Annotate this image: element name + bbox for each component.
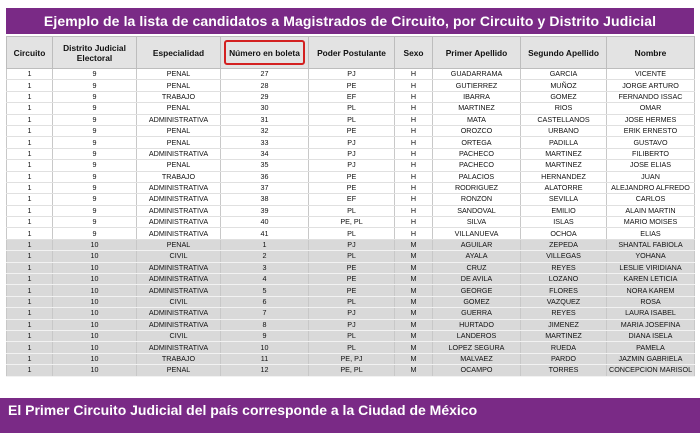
title-banner: [6, 8, 694, 34]
cell-segundo-apellido: URBANO: [521, 125, 607, 136]
cell-sexo: M: [395, 285, 433, 296]
table-row: [7, 69, 695, 80]
cell-nombre: VICENTE: [607, 69, 695, 80]
cell-distrito: 9: [53, 160, 137, 171]
cell-segundo-apellido: GOMEZ: [521, 91, 607, 102]
cell-segundo-apellido: ALATORRE: [521, 182, 607, 193]
cell-primer-apellido: MATA: [433, 114, 521, 125]
cell-poder-postulante: PL: [309, 103, 395, 114]
cell-distrito: 9: [53, 69, 137, 80]
cell-nombre: ERIK ERNESTO: [607, 125, 695, 136]
table-row: [7, 171, 695, 182]
cell-sexo: H: [395, 125, 433, 136]
cell-poder-postulante: PE: [309, 262, 395, 273]
cell-circuito: 1: [7, 160, 53, 171]
cell-primer-apellido: GUTIERREZ: [433, 80, 521, 91]
table-row: [7, 205, 695, 216]
cell-primer-apellido: MARTINEZ: [433, 103, 521, 114]
cell-circuito: 1: [7, 80, 53, 91]
cell-sexo: H: [395, 182, 433, 193]
cell-segundo-apellido: TORRES: [521, 365, 607, 376]
table-row: [7, 217, 695, 228]
cell-primer-apellido: GUERRA: [433, 308, 521, 319]
cell-poder-postulante: PJ: [309, 308, 395, 319]
cell-poder-postulante: PL: [309, 251, 395, 262]
table-row: [7, 228, 695, 239]
cell-distrito: 9: [53, 205, 137, 216]
cell-especialidad: CIVIL: [137, 296, 221, 307]
cell-poder-postulante: PE, PJ: [309, 353, 395, 364]
cell-sexo: H: [395, 217, 433, 228]
cell-nombre: SHANTAL FABIOLA: [607, 239, 695, 250]
cell-circuito: 1: [7, 296, 53, 307]
cell-distrito: 9: [53, 194, 137, 205]
cell-nombre: YOHANA: [607, 251, 695, 262]
cell-segundo-apellido: MARTINEZ: [521, 148, 607, 159]
cell-segundo-apellido: SEVILLA: [521, 194, 607, 205]
cell-sexo: H: [395, 205, 433, 216]
cell-distrito: 10: [53, 342, 137, 353]
cell-distrito: 10: [53, 285, 137, 296]
cell-numero-boleta: 30: [221, 103, 309, 114]
cell-circuito: 1: [7, 262, 53, 273]
cell-nombre: JOSE ELIAS: [607, 160, 695, 171]
candidates-table-container: [6, 36, 694, 377]
cell-nombre: JUAN: [607, 171, 695, 182]
cell-segundo-apellido: ISLAS: [521, 217, 607, 228]
cell-nombre: FILIBERTO: [607, 148, 695, 159]
table-row: [7, 365, 695, 376]
cell-numero-boleta: 5: [221, 285, 309, 296]
cell-segundo-apellido: HERNANDEZ: [521, 171, 607, 182]
cell-distrito: 9: [53, 80, 137, 91]
cell-sexo: M: [395, 353, 433, 364]
cell-sexo: M: [395, 330, 433, 341]
footer-banner: [0, 398, 700, 433]
column-header-numero-boleta-label: Número en boleta: [229, 47, 300, 58]
cell-nombre: GUSTAVO: [607, 137, 695, 148]
cell-numero-boleta: 32: [221, 125, 309, 136]
cell-circuito: 1: [7, 274, 53, 285]
cell-distrito: 10: [53, 365, 137, 376]
cell-poder-postulante: PJ: [309, 160, 395, 171]
cell-nombre: DIANA ISELA: [607, 330, 695, 341]
cell-circuito: 1: [7, 103, 53, 114]
cell-sexo: H: [395, 69, 433, 80]
table-row: [7, 148, 695, 159]
cell-distrito: 9: [53, 125, 137, 136]
cell-sexo: H: [395, 137, 433, 148]
cell-especialidad: ADMINISTRATIVA: [137, 194, 221, 205]
cell-especialidad: ADMINISTRATIVA: [137, 217, 221, 228]
cell-poder-postulante: PJ: [309, 148, 395, 159]
cell-primer-apellido: RODRIGUEZ: [433, 182, 521, 193]
table-row: [7, 137, 695, 148]
cell-circuito: 1: [7, 182, 53, 193]
cell-especialidad: ADMINISTRATIVA: [137, 182, 221, 193]
cell-especialidad: ADMINISTRATIVA: [137, 262, 221, 273]
cell-numero-boleta: 12: [221, 365, 309, 376]
cell-nombre: FERNANDO ISSAC: [607, 91, 695, 102]
cell-sexo: M: [395, 365, 433, 376]
highlight-box: [224, 40, 305, 65]
cell-especialidad: ADMINISTRATIVA: [137, 285, 221, 296]
cell-segundo-apellido: ZEPEDA: [521, 239, 607, 250]
cell-segundo-apellido: RIOS: [521, 103, 607, 114]
cell-sexo: H: [395, 91, 433, 102]
cell-nombre: ALAIN MARTIN: [607, 205, 695, 216]
cell-numero-boleta: 9: [221, 330, 309, 341]
cell-numero-boleta: 10: [221, 342, 309, 353]
candidates-table: [6, 36, 695, 377]
page-title: Ejemplo de la lista de candidatos a Magistrados de Circuito, por Circuito y Distrito Judicial: [43, 13, 657, 29]
table-row: [7, 194, 695, 205]
cell-numero-boleta: 38: [221, 194, 309, 205]
cell-especialidad: ADMINISTRATIVA: [137, 205, 221, 216]
table-row: [7, 330, 695, 341]
cell-circuito: 1: [7, 114, 53, 125]
cell-sexo: M: [395, 296, 433, 307]
cell-poder-postulante: PE: [309, 182, 395, 193]
cell-circuito: 1: [7, 205, 53, 216]
cell-especialidad: PENAL: [137, 365, 221, 376]
cell-especialidad: ADMINISTRATIVA: [137, 228, 221, 239]
cell-nombre: NORA KAREM: [607, 285, 695, 296]
cell-segundo-apellido: MUÑOZ: [521, 80, 607, 91]
table-row: [7, 182, 695, 193]
table-row: [7, 160, 695, 171]
cell-nombre: ELIAS: [607, 228, 695, 239]
cell-nombre: OMAR: [607, 103, 695, 114]
cell-primer-apellido: GUADARRAMA: [433, 69, 521, 80]
cell-sexo: H: [395, 171, 433, 182]
cell-nombre: MARIA JOSEFINA: [607, 319, 695, 330]
cell-especialidad: ADMINISTRATIVA: [137, 274, 221, 285]
cell-segundo-apellido: JIMENEZ: [521, 319, 607, 330]
table-row: [7, 239, 695, 250]
cell-numero-boleta: 39: [221, 205, 309, 216]
cell-circuito: 1: [7, 91, 53, 102]
cell-circuito: 1: [7, 148, 53, 159]
cell-primer-apellido: HURTADO: [433, 319, 521, 330]
cell-distrito: 10: [53, 308, 137, 319]
cell-nombre: KAREN LETICIA: [607, 274, 695, 285]
cell-especialidad: CIVIL: [137, 330, 221, 341]
cell-primer-apellido: GOMEZ: [433, 296, 521, 307]
cell-sexo: H: [395, 103, 433, 114]
cell-distrito: 10: [53, 262, 137, 273]
cell-distrito: 10: [53, 274, 137, 285]
table-row: [7, 274, 695, 285]
cell-poder-postulante: PJ: [309, 319, 395, 330]
cell-especialidad: PENAL: [137, 69, 221, 80]
cell-poder-postulante: PJ: [309, 137, 395, 148]
cell-circuito: 1: [7, 308, 53, 319]
column-header-sexo: Sexo: [395, 37, 433, 69]
cell-circuito: 1: [7, 319, 53, 330]
cell-especialidad: CIVIL: [137, 251, 221, 262]
table-row: [7, 125, 695, 136]
cell-numero-boleta: 29: [221, 91, 309, 102]
cell-especialidad: ADMINISTRATIVA: [137, 342, 221, 353]
cell-poder-postulante: PJ: [309, 239, 395, 250]
cell-numero-boleta: 34: [221, 148, 309, 159]
cell-especialidad: PENAL: [137, 160, 221, 171]
cell-primer-apellido: MALVAEZ: [433, 353, 521, 364]
cell-primer-apellido: VILLANUEVA: [433, 228, 521, 239]
cell-poder-postulante: PE: [309, 274, 395, 285]
cell-segundo-apellido: GARCIA: [521, 69, 607, 80]
cell-primer-apellido: OCAMPO: [433, 365, 521, 376]
cell-primer-apellido: DE AVILA: [433, 274, 521, 285]
cell-sexo: H: [395, 160, 433, 171]
cell-nombre: JOSE HERMES: [607, 114, 695, 125]
cell-segundo-apellido: EMILIO: [521, 205, 607, 216]
cell-circuito: 1: [7, 365, 53, 376]
cell-especialidad: TRABAJO: [137, 171, 221, 182]
cell-numero-boleta: 31: [221, 114, 309, 125]
table-body: [7, 69, 695, 377]
cell-distrito: 9: [53, 91, 137, 102]
cell-numero-boleta: 28: [221, 80, 309, 91]
cell-segundo-apellido: LOZANO: [521, 274, 607, 285]
cell-circuito: 1: [7, 342, 53, 353]
cell-circuito: 1: [7, 330, 53, 341]
cell-nombre: LAURA ISABEL: [607, 308, 695, 319]
cell-poder-postulante: PE: [309, 285, 395, 296]
cell-segundo-apellido: FLORES: [521, 285, 607, 296]
cell-sexo: H: [395, 114, 433, 125]
cell-circuito: 1: [7, 69, 53, 80]
cell-numero-boleta: 40: [221, 217, 309, 228]
table-row: [7, 296, 695, 307]
cell-segundo-apellido: RUEDA: [521, 342, 607, 353]
cell-distrito: 9: [53, 148, 137, 159]
cell-distrito: 9: [53, 114, 137, 125]
cell-primer-apellido: LANDEROS: [433, 330, 521, 341]
cell-poder-postulante: PE, PL: [309, 365, 395, 376]
cell-poder-postulante: PE: [309, 80, 395, 91]
cell-distrito: 10: [53, 319, 137, 330]
cell-distrito: 9: [53, 171, 137, 182]
cell-segundo-apellido: MARTINEZ: [521, 330, 607, 341]
cell-sexo: M: [395, 308, 433, 319]
column-header-segundo-apellido: Segundo Apellido: [521, 37, 607, 69]
cell-sexo: H: [395, 80, 433, 91]
cell-nombre: CONCEPCION MARISOL: [607, 365, 695, 376]
cell-primer-apellido: AGUILAR: [433, 239, 521, 250]
cell-sexo: M: [395, 319, 433, 330]
cell-especialidad: TRABAJO: [137, 353, 221, 364]
cell-sexo: M: [395, 342, 433, 353]
cell-numero-boleta: 1: [221, 239, 309, 250]
cell-especialidad: PENAL: [137, 103, 221, 114]
cell-primer-apellido: IBARRA: [433, 91, 521, 102]
cell-poder-postulante: PE, PL: [309, 217, 395, 228]
table-row: [7, 353, 695, 364]
cell-poder-postulante: PL: [309, 342, 395, 353]
cell-nombre: JAZMIN GABRIELA: [607, 353, 695, 364]
cell-distrito: 9: [53, 137, 137, 148]
cell-sexo: H: [395, 228, 433, 239]
cell-especialidad: ADMINISTRATIVA: [137, 114, 221, 125]
cell-sexo: M: [395, 239, 433, 250]
cell-numero-boleta: 41: [221, 228, 309, 239]
cell-poder-postulante: PJ: [309, 69, 395, 80]
column-header-especialidad: Especialidad: [137, 37, 221, 69]
cell-primer-apellido: CRUZ: [433, 262, 521, 273]
cell-distrito: 9: [53, 228, 137, 239]
cell-especialidad: ADMINISTRATIVA: [137, 308, 221, 319]
cell-numero-boleta: 7: [221, 308, 309, 319]
cell-sexo: M: [395, 274, 433, 285]
cell-distrito: 9: [53, 182, 137, 193]
cell-poder-postulante: EF: [309, 91, 395, 102]
cell-especialidad: ADMINISTRATIVA: [137, 319, 221, 330]
cell-distrito: 9: [53, 217, 137, 228]
cell-numero-boleta: 11: [221, 353, 309, 364]
table-row: [7, 251, 695, 262]
cell-primer-apellido: GEORGE: [433, 285, 521, 296]
column-header-nombre: Nombre: [607, 37, 695, 69]
cell-poder-postulante: PE: [309, 125, 395, 136]
cell-segundo-apellido: VAZQUEZ: [521, 296, 607, 307]
cell-especialidad: ADMINISTRATIVA: [137, 148, 221, 159]
cell-nombre: PAMELA: [607, 342, 695, 353]
cell-nombre: ROSA: [607, 296, 695, 307]
cell-circuito: 1: [7, 217, 53, 228]
cell-poder-postulante: EF: [309, 194, 395, 205]
table-row: [7, 103, 695, 114]
cell-especialidad: TRABAJO: [137, 91, 221, 102]
cell-numero-boleta: 3: [221, 262, 309, 273]
cell-primer-apellido: PALACIOS: [433, 171, 521, 182]
cell-numero-boleta: 2: [221, 251, 309, 262]
cell-circuito: 1: [7, 228, 53, 239]
column-header-distrito: Distrito Judicial Electoral: [53, 37, 137, 69]
cell-numero-boleta: 27: [221, 69, 309, 80]
cell-circuito: 1: [7, 285, 53, 296]
cell-primer-apellido: RONZON: [433, 194, 521, 205]
cell-nombre: LESLIE VIRIDIANA: [607, 262, 695, 273]
cell-poder-postulante: PL: [309, 330, 395, 341]
cell-numero-boleta: 35: [221, 160, 309, 171]
cell-segundo-apellido: CASTELLANOS: [521, 114, 607, 125]
cell-primer-apellido: AYALA: [433, 251, 521, 262]
cell-nombre: JORGE ARTURO: [607, 80, 695, 91]
cell-numero-boleta: 8: [221, 319, 309, 330]
cell-poder-postulante: PL: [309, 205, 395, 216]
table-row: [7, 319, 695, 330]
cell-primer-apellido: SANDOVAL: [433, 205, 521, 216]
cell-circuito: 1: [7, 194, 53, 205]
table-header-row: [7, 37, 695, 69]
cell-primer-apellido: OROZCO: [433, 125, 521, 136]
cell-circuito: 1: [7, 137, 53, 148]
cell-sexo: M: [395, 262, 433, 273]
table-row: [7, 285, 695, 296]
footer-text: El Primer Circuito Judicial del país corresponde a la Ciudad de México: [8, 402, 478, 418]
cell-primer-apellido: ORTEGA: [433, 137, 521, 148]
cell-primer-apellido: PACHECO: [433, 148, 521, 159]
column-header-primer-apellido: Primer Apellido: [433, 37, 521, 69]
cell-distrito: 10: [53, 353, 137, 364]
cell-primer-apellido: SILVA: [433, 217, 521, 228]
cell-numero-boleta: 36: [221, 171, 309, 182]
cell-nombre: CARLOS: [607, 194, 695, 205]
table-row: [7, 91, 695, 102]
cell-especialidad: PENAL: [137, 125, 221, 136]
cell-distrito: 10: [53, 239, 137, 250]
cell-segundo-apellido: VILLEGAS: [521, 251, 607, 262]
cell-especialidad: PENAL: [137, 80, 221, 91]
cell-segundo-apellido: PARDO: [521, 353, 607, 364]
cell-poder-postulante: PL: [309, 114, 395, 125]
cell-sexo: H: [395, 148, 433, 159]
table-row: [7, 262, 695, 273]
cell-segundo-apellido: REYES: [521, 262, 607, 273]
table-row: [7, 80, 695, 91]
column-header-circuito: Circuito: [7, 37, 53, 69]
cell-circuito: 1: [7, 171, 53, 182]
cell-primer-apellido: PACHECO: [433, 160, 521, 171]
column-header-poder-postulante: Poder Postulante: [309, 37, 395, 69]
cell-circuito: 1: [7, 251, 53, 262]
cell-segundo-apellido: REYES: [521, 308, 607, 319]
cell-numero-boleta: 6: [221, 296, 309, 307]
cell-numero-boleta: 33: [221, 137, 309, 148]
cell-nombre: ALEJANDRO ALFREDO: [607, 182, 695, 193]
cell-numero-boleta: 4: [221, 274, 309, 285]
cell-poder-postulante: PE: [309, 171, 395, 182]
cell-segundo-apellido: OCHOA: [521, 228, 607, 239]
cell-sexo: M: [395, 251, 433, 262]
cell-poder-postulante: PL: [309, 296, 395, 307]
cell-circuito: 1: [7, 353, 53, 364]
cell-especialidad: PENAL: [137, 239, 221, 250]
cell-distrito: 10: [53, 330, 137, 341]
table-row: [7, 114, 695, 125]
cell-segundo-apellido: MARTINEZ: [521, 160, 607, 171]
table-row: [7, 342, 695, 353]
cell-primer-apellido: LOPEZ SEGURA: [433, 342, 521, 353]
cell-circuito: 1: [7, 239, 53, 250]
cell-segundo-apellido: PADILLA: [521, 137, 607, 148]
cell-distrito: 9: [53, 103, 137, 114]
cell-numero-boleta: 37: [221, 182, 309, 193]
column-header-numero-boleta: [221, 37, 309, 69]
cell-nombre: MARIO MOISES: [607, 217, 695, 228]
cell-distrito: 10: [53, 251, 137, 262]
table-row: [7, 308, 695, 319]
cell-especialidad: PENAL: [137, 137, 221, 148]
cell-sexo: H: [395, 194, 433, 205]
cell-circuito: 1: [7, 125, 53, 136]
cell-distrito: 10: [53, 296, 137, 307]
cell-poder-postulante: PL: [309, 228, 395, 239]
